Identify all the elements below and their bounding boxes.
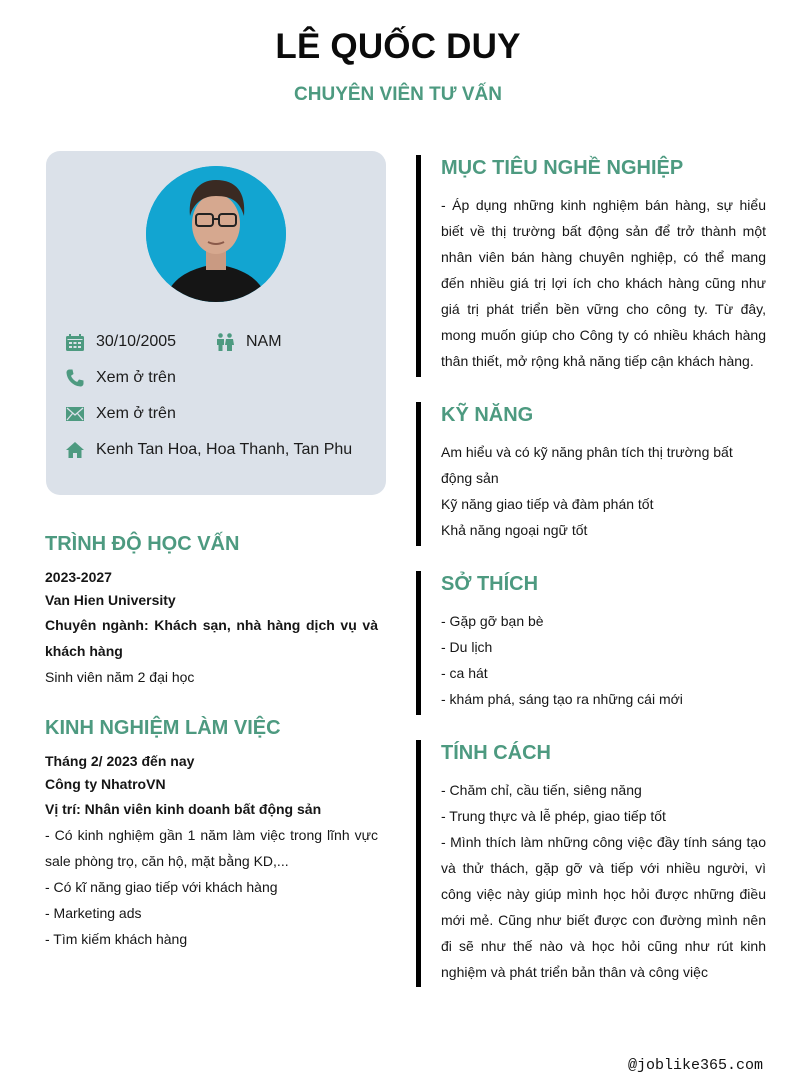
education-years: 2023-2027 xyxy=(45,569,112,585)
experience-item: - Có kinh nghiệm gần 1 năm làm việc trong lĩnh vực sale phòng trọ, căn hộ, mặt bằng KD,... xyxy=(45,827,378,869)
skill-item: Kỹ năng giao tiếp và đàm phán tốt xyxy=(441,496,654,512)
candidate-name: LÊ QUỐC DUY xyxy=(275,27,521,66)
skills-title: KỸ NĂNG xyxy=(441,404,534,426)
experience-title: KINH NGHIỆM LÀM VIỆC xyxy=(45,717,281,739)
hobby-item: - Gặp gỡ bạn bè xyxy=(441,613,544,629)
calendar-icon xyxy=(64,332,86,352)
education-major: Chuyên ngành: Khách sạn, nhà hàng dịch vụ và khách hàng xyxy=(45,617,378,659)
phone-icon xyxy=(64,368,86,388)
education-note: Sinh viên năm 2 đại học xyxy=(45,669,195,685)
skill-item: Am hiểu và có kỹ năng phân tích thị trường bất động sản xyxy=(441,444,733,486)
experience-item: - Có kĩ năng giao tiếp với khách hàng xyxy=(45,879,278,895)
watermark: @joblike365.com xyxy=(627,1057,763,1074)
gender-icon xyxy=(214,332,236,352)
envelope-icon xyxy=(64,404,86,424)
skill-item: Khả năng ngoại ngữ tốt xyxy=(441,522,588,538)
candidate-role: CHUYÊN VIÊN TƯ VẤN xyxy=(294,84,502,105)
profile-card xyxy=(46,151,386,495)
home-icon xyxy=(64,440,86,460)
email-value: Xem ở trên xyxy=(96,405,176,422)
address-value: Kenh Tan Hoa, Hoa Thanh, Tan Phu xyxy=(96,441,353,458)
personality-title: TÍNH CÁCH xyxy=(441,742,551,764)
personality-section xyxy=(416,740,766,987)
hobbies-section xyxy=(416,571,766,715)
email-row xyxy=(64,403,176,425)
education-section xyxy=(45,533,378,690)
profile-photo xyxy=(146,166,286,302)
gender-row xyxy=(214,331,282,353)
personality-item: - Chăm chỉ, cầu tiến, siêng năng xyxy=(441,782,642,798)
gender-value: NAM xyxy=(246,333,282,350)
education-title: TRÌNH ĐỘ HỌC VẤN xyxy=(45,533,240,555)
experience-item: - Marketing ads xyxy=(45,905,142,921)
experience-position: Vị trí: Nhân viên kinh doanh bất động sản xyxy=(45,801,322,817)
education-school: Van Hien University xyxy=(45,592,176,608)
phone-row xyxy=(64,367,176,389)
career-goal-text: - Áp dụng những kinh nghiệm bán hàng, sự hiểu biết về thị trường bất động sản để trở thành một nhân viên bán hàng chuyên nghiệp, có thể mang đến nhiều giá trị lợi ích cho khách hàng cũng như giá trị phát triển bền vững cho công ty. Từ đây, mong muốn giúp cho Công ty có nhiều khách hàng thân thiết, mở rộng khả năng tiếp cận khách hàng. xyxy=(441,197,766,369)
hobby-item: - Du lịch xyxy=(441,639,493,655)
phone-value: Xem ở trên xyxy=(96,369,176,386)
experience-section xyxy=(45,717,378,952)
experience-period: Tháng 2/ 2023 đến nay xyxy=(45,753,195,769)
dob-row xyxy=(64,331,176,353)
skills-section xyxy=(416,402,766,546)
personality-item: - Trung thực và lễ phép, giao tiếp tốt xyxy=(441,808,666,824)
career-goal-title: MỤC TIÊU NGHỀ NGHIỆP xyxy=(441,157,684,179)
experience-company: Công ty NhatroVN xyxy=(45,776,166,792)
career-goal-section xyxy=(416,155,766,377)
personality-item: - Mình thích làm những công việc đầy tính sáng tạo và thử thách, gặp gỡ và tiếp với nhiều người, vì công việc này giúp mình học hỏi được những điều mới mẻ. Cũng như biết được con đường mình nên đi sẽ như thế nào và học hỏi cũng như rút kinh nghiệm và phát triển bản thân và công việc xyxy=(441,834,766,980)
dob-value: 30/10/2005 xyxy=(96,333,177,350)
hobbies-title: SỞ THÍCH xyxy=(441,573,539,595)
hobby-item: - ca hát xyxy=(441,665,488,681)
experience-item: - Tìm kiếm khách hàng xyxy=(45,931,188,947)
person-photo-icon xyxy=(146,166,286,302)
address-row xyxy=(64,439,352,461)
hobby-item: - khám phá, sáng tạo ra những cái mới xyxy=(441,691,683,707)
